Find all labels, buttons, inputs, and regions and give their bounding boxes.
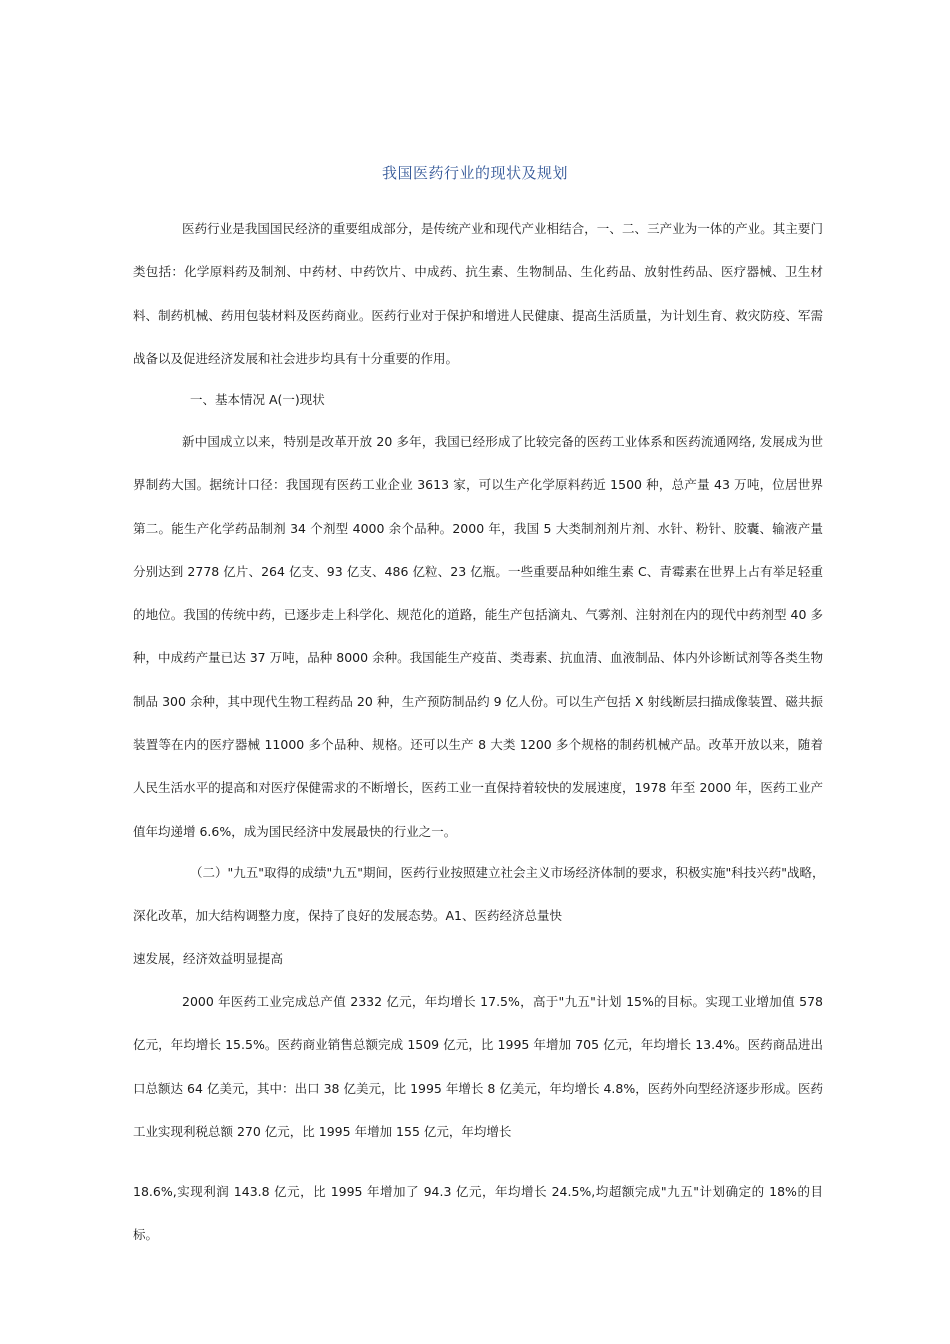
subheading-economy-growth: 速发展，经济效益明显提高 <box>133 951 284 966</box>
status-paragraph: 新中国成立以来，特别是改革开放 20 多年，我国已经形成了比较完备的医药工业体系和医药流通网络, 发展成为世界制药大国。据统计口径：我国现有医药工业企业 3613 家，可以生产化学原料药近 1500 种，总产量 43 万吨，位居世界第二。能生产化学药品制剂 34 个剂型 4000 余个品种。2000 年，我国 5 大类制剂剂片剂、水针、粉针、胶囊、输液产量分别达到 2778 亿片、264 亿支、93 亿支、486 亿粒、23 亿瓶。一些重要品种如维生素 C、青霉素在世界上占有举足轻重的地位。我国的传统中药，已逐步走上科学化、规范化的道路，能生产包括滴丸、气雾剂、注射剂在内的现代中药剂型 40 多种，中成药产量已达 37 万吨，品种 8000 余种。我国能生产疫苗、类毒素、抗血清、血液制品、体内外诊断试剂等各类生物制品 300 余种，其中现代生物工程药品 20 种，生产预防制品约 9 亿人份。可以生产包括 X 射线断层扫描成像装置、磁共振装置等在内的医疗器械 11000 多个品种、规格。还可以生产 8 大类 1200 多个规格的制药机械产品。改革开放以来，随着人民生活水平的提高和对医疗保健需求的不断增长，医药工业一直保持着较快的发展速度，1978 年至 2000 年，医药工业产值年均递增 6.6%，成为国民经济中发展最快的行业之一。 <box>133 434 823 839</box>
growth-paragraph: 2000 年医药工业完成总产值 2332 亿元，年均增长 17.5%，高于"九五"计划 15%的目标。实现工业增加值 578 亿元，年均增长 15.5%。医药商业销售总额完成 1509 亿元，比 1995 年增加 705 亿元，年均增长 13.4%。医药商品进出口总额达 64 亿美元，其中：出口 38 亿美元，比 1995 年增长 8 亿美元，年均增长 4.8%，医药外向型经济逐步形成。医药工业实现利税总额 270 亿元，比 1995 年增加 155 亿元，年均增长 <box>133 994 823 1139</box>
section-heading-basic: 一、基本情况 A(一)现状 <box>190 392 325 407</box>
section-heading-ninth-plan-cont: 深化改革，加大结构调整力度，保持了良好的发展态势。A1、医药经济总量快 <box>133 908 563 923</box>
profit-paragraph: 18.6%,实现利润 143.8 亿元，比 1995 年增加了 94.3 亿元，年均增长 24.5%,均超额完成"九五"计划确定的 18%的目标。 <box>133 1184 823 1243</box>
section-heading-ninth-plan: （二）"九五"取得的成绩"九五"期间，医药行业按照建立社会主义市场经济体制的要求，积极实施"科技兴药"战略， <box>190 865 825 880</box>
intro-paragraph: 医药行业是我国国民经济的重要组成部分，是传统产业和现代产业相结合，一、二、三产业为一体的产业。其主要门类包括：化学原料药及制剂、中药材、中药饮片、中成药、抗生素、生物制品、生化药品、放射性药品、医疗器械、卫生材料、制药机械、药用包装材料及医药商业。医药行业对于保护和增进人民健康、提高生活质量，为计划生育、救灾防疫、军需战备以及促进经济发展和社会进步均具有十分重要的作用。 <box>133 221 823 366</box>
document-title: 我国医药行业的现状及规划 <box>381 164 568 182</box>
